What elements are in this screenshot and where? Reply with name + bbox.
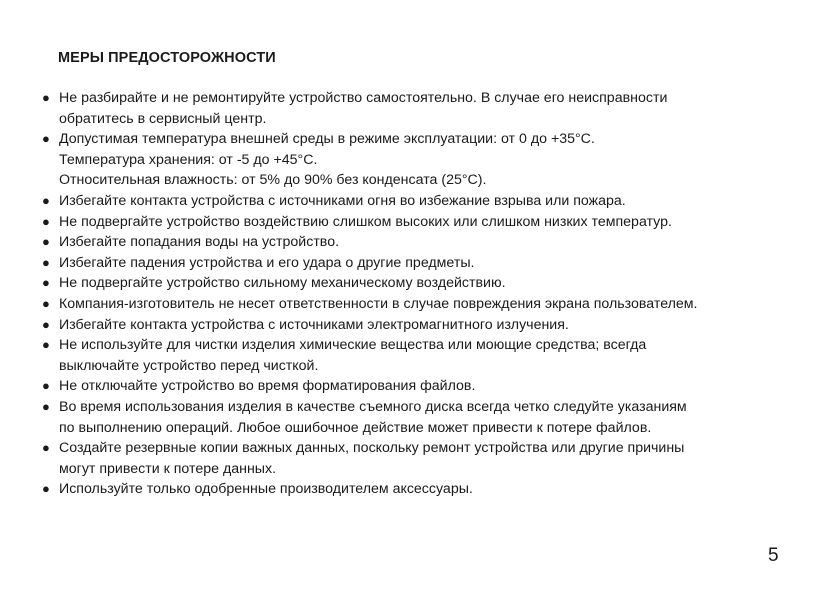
list-item <box>40 191 800 212</box>
bullet-icon: ● <box>42 90 50 105</box>
list-item <box>40 397 800 438</box>
list-item-line: Избегайте падения устройства и его удара о другие предметы. <box>59 254 475 271</box>
bullet-icon: ● <box>42 275 50 291</box>
list-item-line: Компания-изготовитель не несет ответственности в случае повреждения экрана пользователем. <box>59 295 698 312</box>
precautions-list <box>40 88 800 500</box>
bullet-icon: ● <box>42 337 50 353</box>
list-item <box>40 273 800 294</box>
bullet-icon: ● <box>42 378 50 394</box>
bullet-icon: ● <box>42 192 50 208</box>
list-item-line: Во время использования изделия в качестве съемного диска всегда четко следуйте указаниям <box>59 398 687 415</box>
list-item <box>40 253 800 274</box>
list-item-line: Не подвергайте устройство воздействию слишком высоких или слишком низких температур. <box>59 213 672 230</box>
list-item-line: Создайте резервные копии важных данных, поскольку ремонт устройства или другие причины <box>59 440 685 457</box>
list-item-line: Не разбирайте и не ремонтируйте устройство самостоятельно. В случае его неисправности <box>59 90 668 106</box>
bullet-icon: ● <box>42 131 50 147</box>
bullet-icon: ● <box>42 213 50 229</box>
list-item-line: могут привести к потере данных. <box>59 460 277 477</box>
bullet-icon: ● <box>42 316 50 332</box>
bullet-icon: ● <box>42 254 50 270</box>
list-item-line: Относительная влажность: от 5% до 90% без конденсата (25°C). <box>59 172 487 189</box>
list-item-line: выключайте устройство перед чисткой. <box>59 357 319 374</box>
list-item <box>40 335 800 376</box>
list-item <box>40 232 800 253</box>
bullet-icon: ● <box>42 234 50 250</box>
list-item-line: Не отключайте устройство во время форматирования файлов. <box>59 378 476 395</box>
list-item <box>40 479 800 500</box>
list-item <box>40 294 800 315</box>
list-item-line: по выполнению операций. Любое ошибочное действие может привести к потере файлов. <box>59 419 652 436</box>
list-item <box>40 315 800 336</box>
list-item <box>40 438 800 479</box>
list-item-line: обратитесь в сервисный центр. <box>59 110 267 127</box>
list-item-line: Допустимая температура внешней среды в режиме эксплуатации: от 0 до +35°C. <box>59 131 595 148</box>
list-item-line: Температура хранения: от -5 до +45°C. <box>59 151 318 168</box>
list-item-line: Избегайте попадания воды на устройство. <box>59 234 340 251</box>
bullet-icon: ● <box>42 295 50 311</box>
page-title: МЕРЫ ПРЕДОСТОРОЖНОСТИ <box>58 50 276 66</box>
bullet-icon: ● <box>42 398 50 414</box>
list-item <box>40 212 800 233</box>
list-item-line: Не подвергайте устройство сильному механическому воздействию. <box>59 275 506 292</box>
list-item <box>40 376 800 397</box>
list-item <box>40 88 800 129</box>
list-item-line: Избегайте контакта устройства с источниками огня во избежание взрыва или пожара. <box>59 192 626 209</box>
list-item-line: Не используйте для чистки изделия химические вещества или моющие средства; всегда <box>59 337 647 354</box>
bullet-icon: ● <box>42 440 50 456</box>
page-number: 5 <box>768 545 779 566</box>
list-item-line: Избегайте контакта устройства с источниками электромагнитного излучения. <box>59 316 569 333</box>
list-item <box>40 129 800 191</box>
list-item-line: Используйте только одобренные производителем аксессуары. <box>59 481 473 498</box>
bullet-icon: ● <box>42 481 50 497</box>
